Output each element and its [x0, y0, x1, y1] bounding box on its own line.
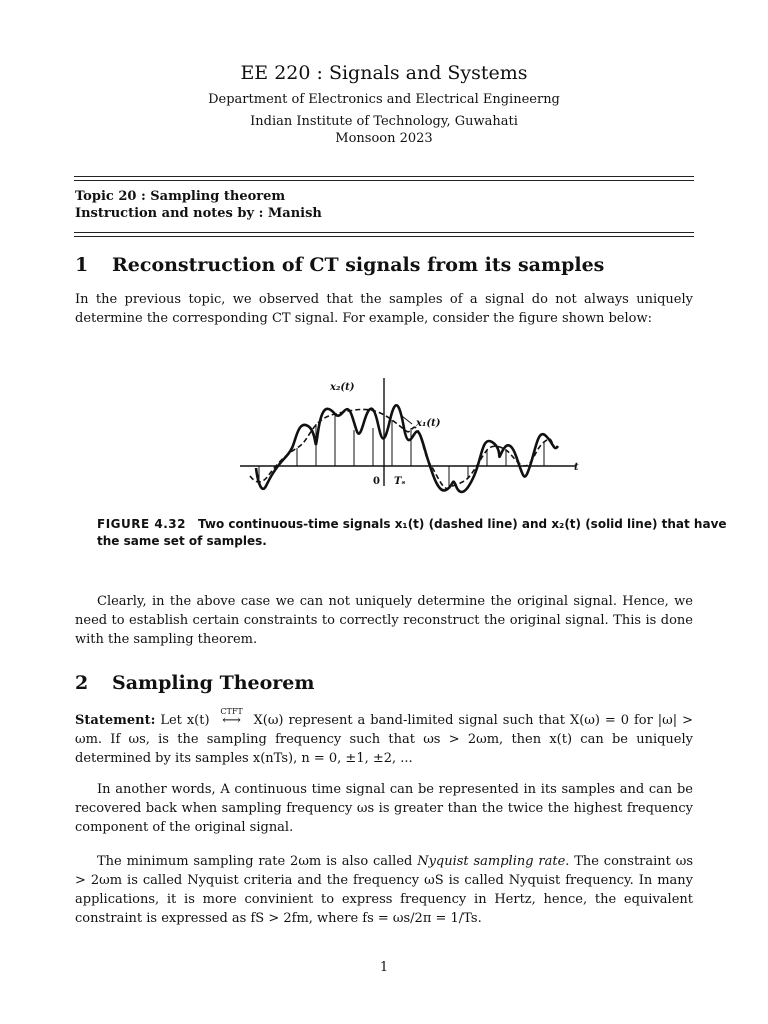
label-t: t [574, 462, 579, 473]
rule-top-1 [74, 176, 694, 177]
topic-line: Topic 20 : Sampling theorem [75, 189, 286, 204]
statement-label: Statement: [75, 713, 156, 728]
section-2-paragraph-2: In another words, A continuous time signal can be represented in its samples and can be recovered back when sampling frequency ωs is greater than the twice the highest frequency component of the original signal. [75, 782, 693, 835]
topic-block [75, 188, 322, 222]
label-zero: 0 [373, 476, 380, 487]
statement-part-b: X(ω) represent a band-limited signal such that X(ω) = 0 for |ω| > ωm. If ωs, is the sampling frequency such that ωs > 2ωm, then x(t) can be uniquely determined by its samples x(nTs), n = 0, ±1, ±2, ... [75, 713, 694, 766]
figure-caption [97, 516, 737, 550]
sampled-signals-figure [238, 376, 598, 516]
statement-part-a: Let x(t) [160, 713, 210, 728]
section-1-heading [75, 254, 604, 276]
ctft-arrow: CTFT ⟷ [215, 711, 249, 730]
section-title: Reconstruction of CT signals from its samples [112, 254, 605, 276]
term: Monsoon 2023 [335, 131, 433, 146]
author-line: Instruction and notes by : Manish [75, 206, 322, 221]
label-x1: x₁(t) [416, 418, 441, 429]
section-2-heading [75, 672, 315, 694]
ctft-label: CTFT [220, 707, 243, 716]
department-name: Department of Electronics and Electrical Engineerng [208, 92, 560, 107]
page-number: 1 [379, 960, 389, 975]
course-title: EE 220 : Signals and Systems [240, 62, 528, 84]
rule-bottom-2 [74, 236, 694, 237]
figure-caption-text: Two continuous-time signals x₁(t) (dashed line) and x₂(t) (solid line) that have the same set of samples. [97, 517, 727, 548]
theorem-statement [75, 707, 694, 768]
nyquist-rate-term: Nyquist sampling rate [417, 854, 566, 869]
figure-number: FIGURE 4.32 [97, 517, 186, 531]
rule-top-2 [74, 180, 694, 181]
section-title: Sampling Theorem [112, 672, 315, 694]
label-ts: Tₛ [394, 476, 406, 487]
rule-bottom-1 [74, 232, 694, 233]
section-1-intro: In the previous topic, we observed that the samples of a signal do not always uniquely determine the corresponding CT signal. For example, consider the figure shown below: [75, 292, 693, 326]
section-1-conclusion: Clearly, in the above case we can not uniquely determine the original signal. Hence, we need to establish certain constraints to correctly reconstruct the original signal. This is done with the sampling theorem. [75, 594, 693, 647]
section-number: 1 [75, 254, 89, 276]
section-2-paragraph-3 [75, 852, 693, 928]
institute-name: Indian Institute of Technology, Guwahati [250, 114, 518, 129]
section-number: 2 [75, 672, 89, 694]
para3-part-b: . The constraint ωs > 2ωm is called Nyquist criteria and the frequency ωS is called Nyquist frequency. In many applications, it is more convinient to express frequency in Hertz, hence, the equivalent constraint is expressed as fS > 2fm, where fs = ωs/2π = 1/Ts. [75, 854, 694, 926]
label-x2: x₂(t) [330, 382, 355, 393]
para3-part-a: The minimum sampling rate 2ωm is also called [97, 854, 413, 869]
signal-x2-solid [256, 405, 558, 492]
